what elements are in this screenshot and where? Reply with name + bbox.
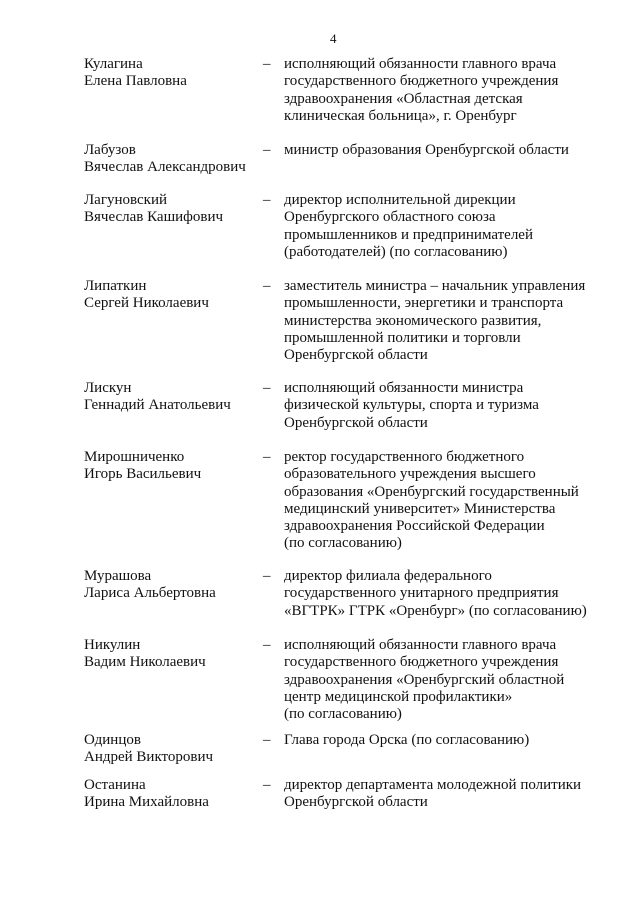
role-line: (по согласованию) (284, 706, 402, 723)
role-line: исполняющий обязанности министра (284, 380, 524, 396)
role-line: промышленников и предпринимателей (284, 226, 533, 243)
member-role (284, 192, 533, 261)
member-given-names: Сергей Николаевич (84, 295, 209, 312)
member-surname: Кулагина (84, 56, 143, 72)
member-given-names: Вячеслав Кашифович (84, 209, 224, 226)
member-role (284, 637, 564, 723)
separator-dash: – (263, 732, 271, 748)
role-line: министерства экономического развития, (284, 312, 542, 329)
member-role (284, 732, 529, 749)
role-line: здравоохранения «Оренбургский областной (284, 671, 565, 688)
role-line: Оренбургского областного союза (284, 209, 496, 226)
separator-dash: – (263, 142, 271, 158)
role-line: Оренбургской области (284, 414, 428, 431)
member-name (84, 568, 216, 603)
role-line: исполняющий обязанности главного врача (284, 56, 557, 72)
member-given-names: Вадим Николаевич (84, 654, 206, 671)
member-given-names: Вячеслав Александрович (84, 159, 246, 176)
member-surname: Останина (84, 777, 146, 793)
member-role (284, 777, 581, 812)
role-line: директор филиала федерального (284, 568, 492, 584)
separator-dash: – (263, 56, 271, 72)
member-given-names: Елена Павловна (84, 73, 187, 90)
role-line: государственного бюджетного учреждения (284, 73, 559, 90)
role-line: министр образования Оренбургской области (284, 142, 569, 158)
page-number: 4 (330, 31, 337, 46)
member-surname: Никулин (84, 637, 141, 653)
member-name (84, 142, 246, 177)
role-line: Оренбургской области (284, 794, 428, 811)
member-role (284, 56, 558, 125)
separator-dash: – (263, 278, 271, 294)
role-line: государственного унитарного предприятия (284, 585, 559, 602)
separator-dash: – (263, 637, 271, 653)
member-name (84, 777, 209, 812)
member-name (84, 278, 209, 313)
role-line: директор исполнительной дирекции (284, 192, 516, 208)
member-role (284, 142, 569, 159)
member-name (84, 56, 187, 91)
member-name (84, 637, 206, 672)
member-name (84, 449, 201, 484)
role-line: центр медицинской профилактики» (284, 688, 513, 705)
member-surname: Лискун (84, 380, 132, 396)
role-line: Оренбургской области (284, 347, 428, 364)
role-line: заместитель министра – начальник управления (284, 278, 586, 294)
role-line: медицинский университет» Министерства (284, 500, 556, 517)
separator-dash: – (263, 568, 271, 584)
separator-dash: – (263, 380, 271, 396)
member-surname: Мурашова (84, 568, 152, 584)
member-surname: Липаткин (84, 278, 147, 294)
member-name (84, 732, 213, 767)
role-line: «ВГТРК» ГТРК «Оренбург» (по согласованию) (284, 602, 587, 619)
role-line: Глава города Орска (по согласованию) (284, 732, 530, 748)
member-given-names: Андрей Викторович (84, 749, 214, 766)
role-line: государственного бюджетного учреждения (284, 654, 559, 671)
role-line: промышленности, энергетики и транспорта (284, 295, 564, 312)
member-surname: Одинцов (84, 732, 141, 748)
role-line: физической культуры, спорта и туризма (284, 397, 539, 414)
member-surname: Лабузов (84, 142, 136, 158)
member-name (84, 380, 231, 415)
member-name (84, 192, 223, 227)
role-line: (работодателей) (по согласованию) (284, 243, 508, 260)
role-line: клиническая больница», г. Оренбург (284, 107, 517, 124)
role-line: ректор государственного бюджетного (284, 449, 525, 465)
member-role (284, 380, 539, 432)
role-line: образовательного учреждения высшего (284, 466, 536, 483)
role-line: образования «Оренбургский государственный (284, 483, 579, 500)
member-given-names: Лариса Альбертовна (84, 585, 216, 602)
role-line: исполняющий обязанности главного врача (284, 637, 557, 653)
member-surname: Лагуновский (84, 192, 168, 208)
separator-dash: – (263, 777, 271, 793)
member-role (284, 568, 587, 620)
separator-dash: – (263, 192, 271, 208)
member-role (284, 278, 585, 364)
role-line: промышленной политики и торговли (284, 329, 521, 346)
role-line: здравоохранения Российской Федерации (284, 518, 545, 535)
role-line: здравоохранения «Областная детская (284, 90, 523, 107)
role-line: директор департамента молодежной политики (284, 777, 582, 793)
member-surname: Мирошниченко (84, 449, 185, 465)
separator-dash: – (263, 449, 271, 465)
member-given-names: Геннадий Анатольевич (84, 397, 231, 414)
role-line: (по согласованию) (284, 535, 402, 552)
member-given-names: Ирина Михайловна (84, 794, 209, 811)
member-given-names: Игорь Васильевич (84, 466, 202, 483)
member-role (284, 449, 579, 553)
